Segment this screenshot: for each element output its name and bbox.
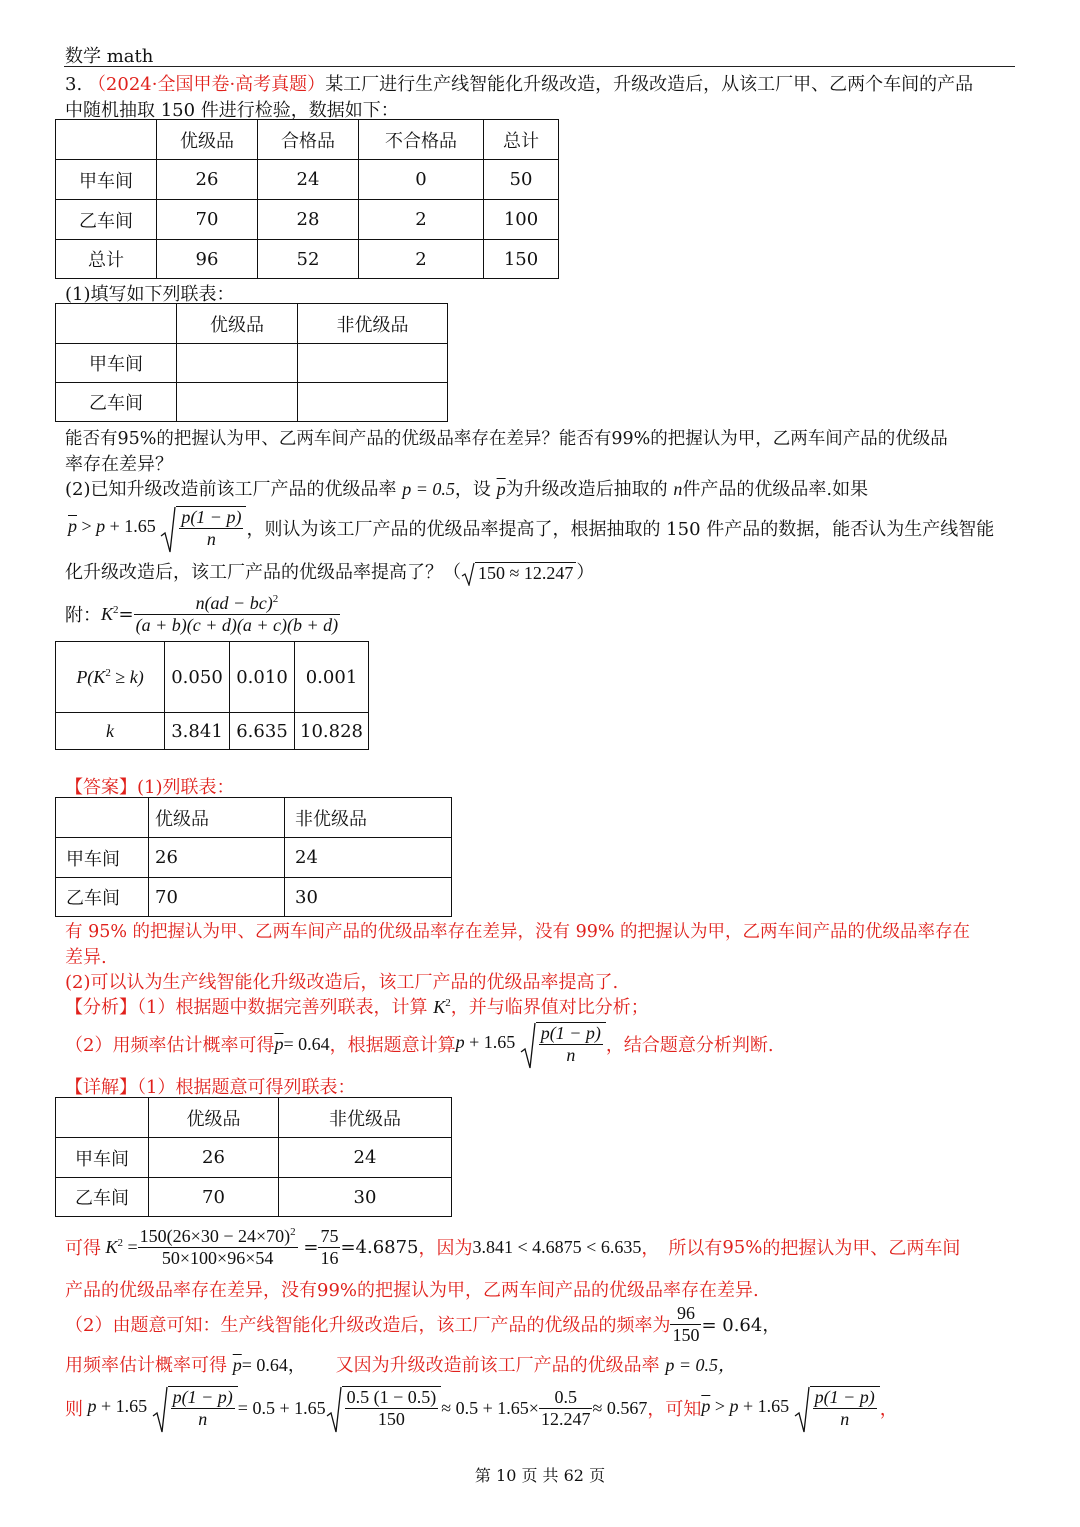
answer-conclusion-line1: 有 95% 的把握认为甲、乙两车间产品的优级品率存在差异，没有 99% 的把握认为甲，乙两车间产品的优级品率存在 [65,922,971,942]
table-row: 乙车间 70 28 2 100 [56,200,559,240]
detail-part2-line3: 则 p + 1.65 $\frac{p(1 - p)}{n}$ = 0.5 + 1.65 $\frac{0.5 (1 - 0.5)}{150}$ ≈ 0.5 + 1.65× $\frac{0.5}{12.247}$ ≈ 0.567 ，可知 $\overline{p} > p + 1.65$ $\frac{p(1 - p)}{n}$ ， [65,1381,898,1435]
page-footer: 第 10 页 共 62 页 [474,1466,606,1485]
answer-conclusion-line2: 差异. [65,947,107,968]
sqrt-hint: 150 ≈ 12.247 [461,562,576,584]
detail-part2-line1: （2）由题意可知：生产线智能化升级改造后，该工厂产品的优级品的频率为 $\frac{96}{150}$ = 0.64， [65,1302,781,1345]
part2-line1: (2)已知升级改造前该工厂产品的优级品率 p = 0.5，设 $\overline{p}$为升级改造后抽取的 n件产品的优级品率.如果 [65,479,869,500]
part1-question-line1: 能否有95%的把握认为甲、乙两车间产品的优级品率存在差异？能否有99%的把握认为甲，乙两车间产品的优级品 [65,429,948,449]
header-rule [64,66,1015,67]
appendix-formula: 附： $K^2$ = $\frac{n(ad - bc)^2}{(a + b)(c + d)(a + c)(b + d)}$ [65,592,339,635]
part2-line2: $\overline{p} > p + 1.65$ $\frac{p(1 - p)}{n}$ ，则认为该工厂产品的优级品率提高了，根据抽取的 150 件产品的数据，能否认为生产线智能 [68,503,994,553]
table-header-row: 优级品 合格品 不合格品 总计 [56,120,559,160]
answer-part2: (2)可以认为生产线智能化升级改造后，该工厂产品的优级品率提高了. [65,972,619,993]
part1-question-line2: 率存在差异？ [65,454,173,475]
p-bar-symbol: $\overline{p}$ [496,479,506,499]
table-row: 总计 96 52 2 150 [56,240,559,279]
condition-formula: $\overline{p} > p + 1.65$ $\frac{p(1 - p)}{n}$ [68,506,246,550]
page-header-subject: 数学 math [65,46,154,67]
table-row: 甲车间 26 24 0 50 [56,160,559,200]
stem-text-1: 某工厂进行生产线智能化升级改造，升级改造后，从该工厂甲、乙两个车间的产品 [325,74,974,95]
probability-header: $P(K^2 \ge k)$ [56,642,165,713]
question-stem-line2: 中随机抽取 150 件进行检验，数据如下： [65,100,399,121]
critical-value-table: $P(K^2 \ge k)$ 0.050 0.010 0.001 k 3.841 6.635 10.828 [55,641,369,750]
part2-line3: 化升级改造后，该工厂产品的优级品率提高了？（ 150 ≈ 12.247 ） [65,562,595,583]
detail-heading: 【详解】（1）根据题意可得列联表： [65,1077,356,1098]
data-table [55,119,559,279]
question-source: （2024·全国甲卷·高考真题） [87,74,326,95]
answer-contingency-table: 优级品 非优级品 甲车间 26 24 乙车间 70 30 [55,797,452,917]
k2-calculation: 可得 $K^2$ = $\frac{150(26\times 30 - 24\times 70)^2}{50\times 100\times 96\times 54}$ = $\frac{75}{16}$ =4.6875 ，因为 3.841 < 4.6875 < 6.635 ， 所以有 95% 的把握认为甲、乙两车间 [65,1225,961,1268]
analysis-line2: （2）用频率估计概率可得 $\overline{p}= 0.64$ ，根据题意计算 p + 1.65 $\frac{p(1 - p)}{n}$ ，结合题意分析判断. [65,1018,774,1070]
question-stem-line1 [65,70,973,96]
blank-contingency-table: 优级品 非优级品 甲车间 乙车间 [55,303,448,422]
k2-conclusion: 产品的优级品率存在差异，没有99%的把握认为甲，乙两车间产品的优级品率存在差异. [65,1280,759,1301]
part1-prompt: (1)填写如下列联表： [65,284,235,305]
question-number: 3. [65,74,83,95]
answer-heading: 【答案】(1)列联表： [65,777,235,798]
detail-part2-line2: 用频率估计概率可得 $\overline{p}= 0.64$， 又因为升级改造前该工厂产品的优级品率 p = 0.5， [65,1355,737,1376]
analysis-line1: 【分析】（1）根据题中数据完善列联表，计算 $K^2$，并与临界值对比分析； [65,997,649,1018]
detail-contingency-table: 优级品 非优级品 甲车间 26 24 乙车间 70 30 [55,1097,452,1217]
